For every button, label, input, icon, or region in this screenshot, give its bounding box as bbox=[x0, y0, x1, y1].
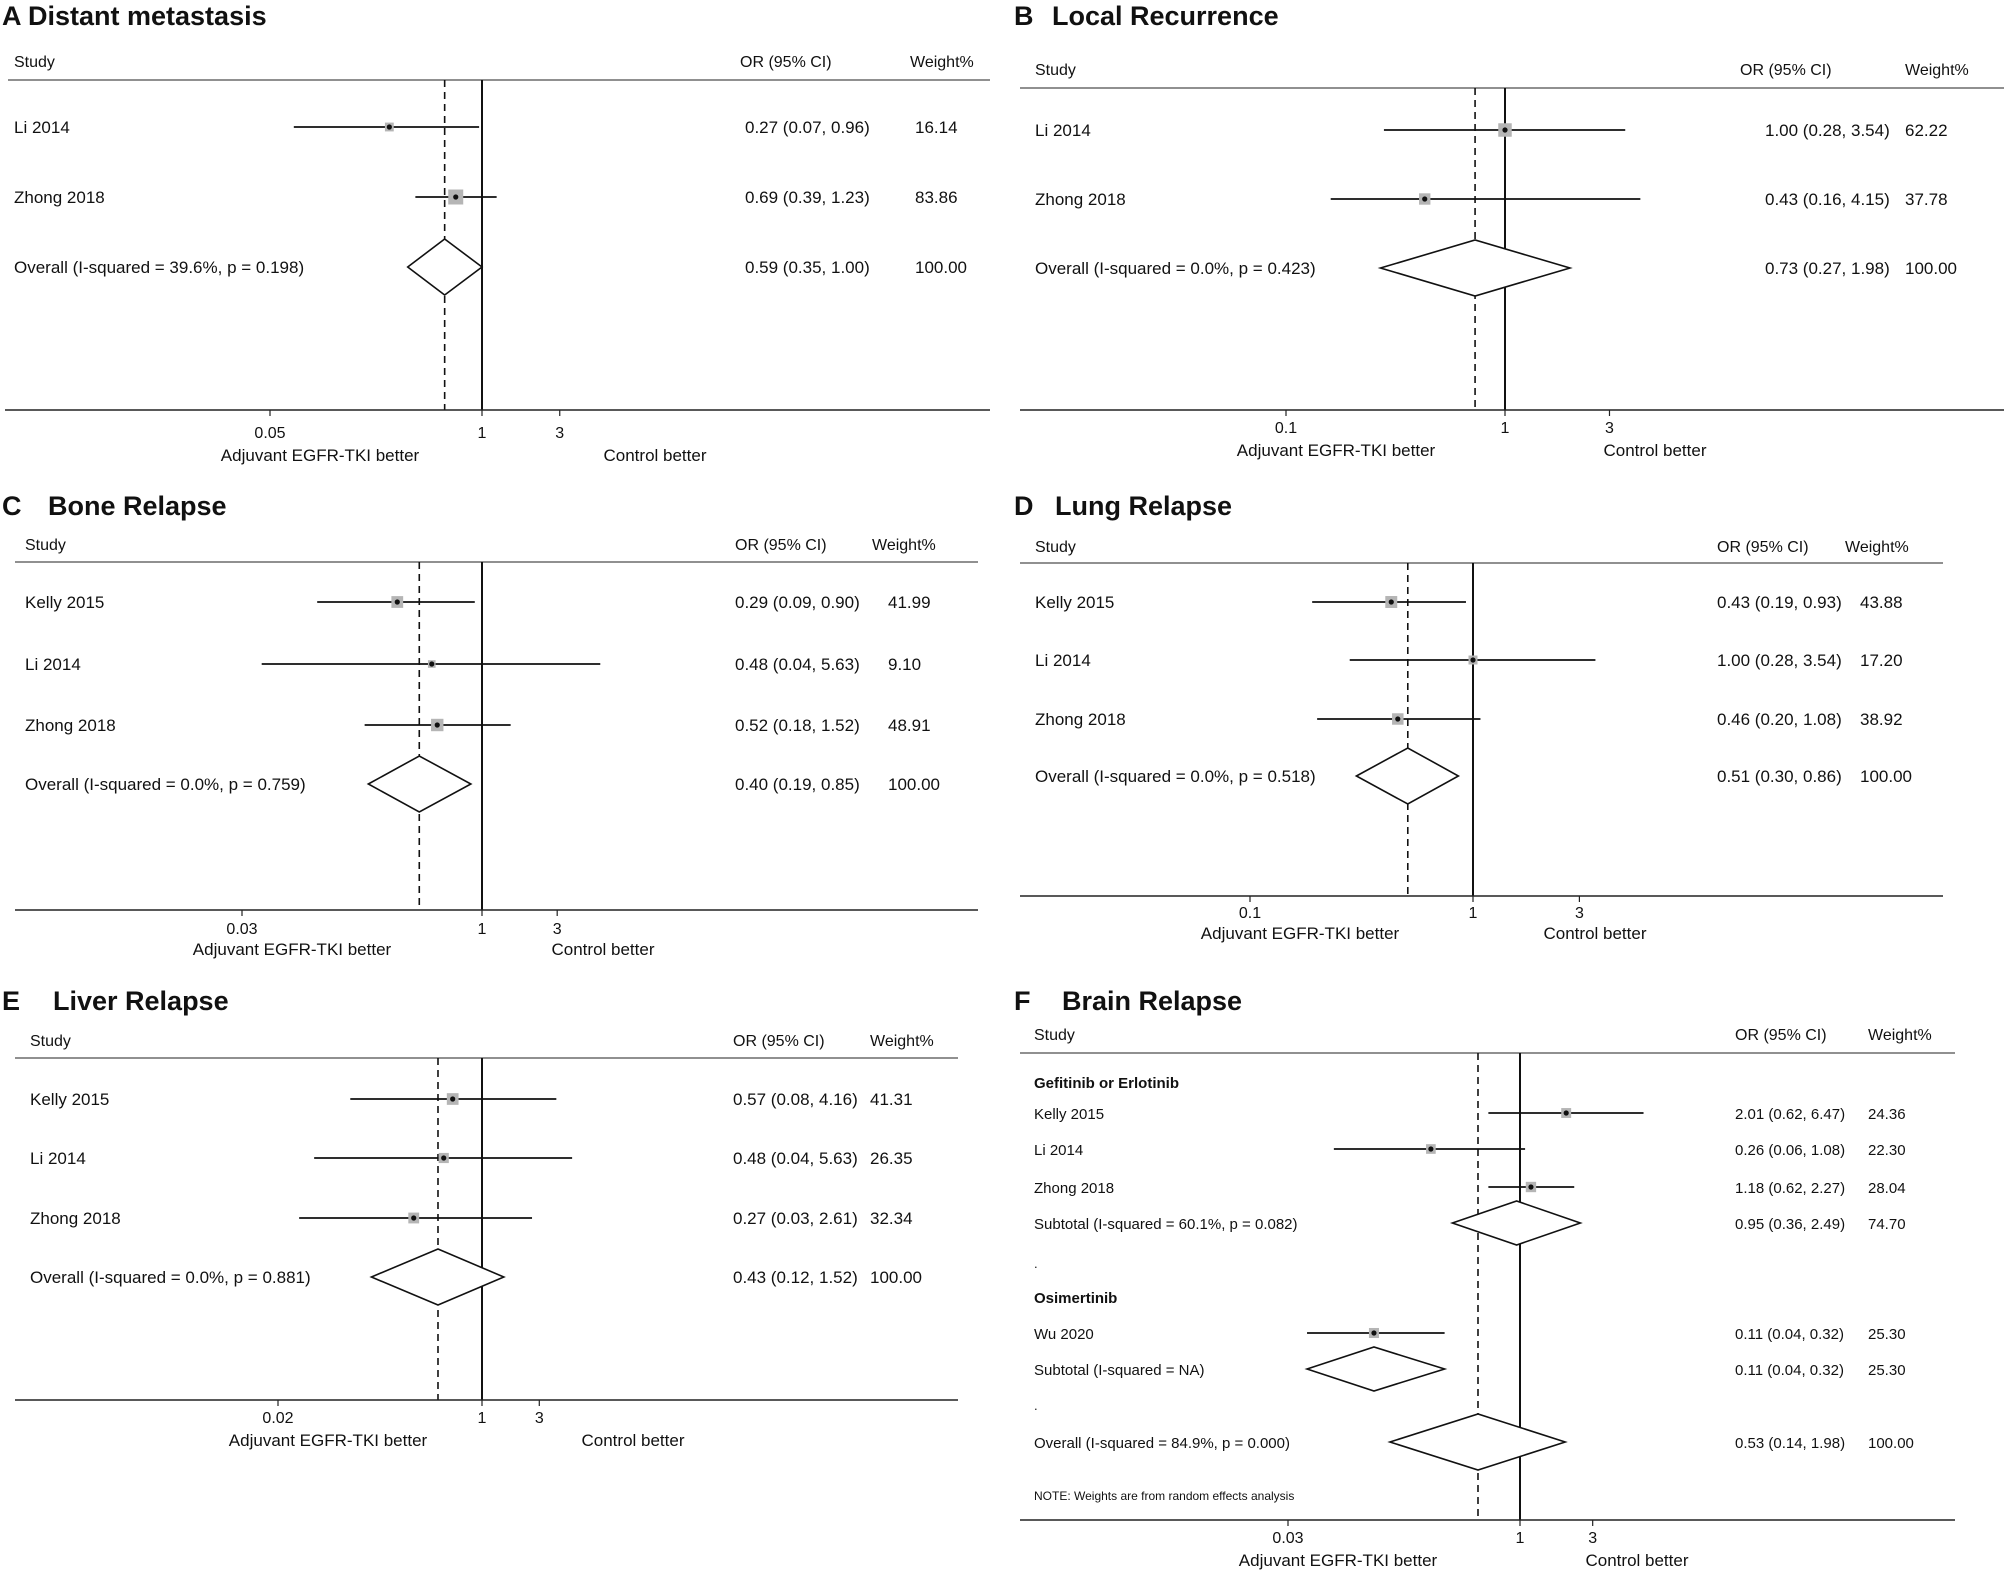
header-study: Study bbox=[30, 1033, 71, 1050]
x-label-left: Adjuvant EGFR-TKI better bbox=[1200, 924, 1400, 943]
header-or-ci: OR (95% CI) bbox=[740, 54, 832, 71]
subgroup-label: Gefitinib or Erlotinib bbox=[1034, 1075, 1179, 1092]
subtotal-label: Subtotal (I-squared = 60.1%, p = 0.082) bbox=[1034, 1216, 1298, 1233]
overall-diamond bbox=[371, 1249, 503, 1305]
x-tick-label: 1 bbox=[1515, 1530, 1525, 1547]
or-ci-value: 0.29 (0.09, 0.90) bbox=[735, 593, 860, 612]
overall-diamond bbox=[1390, 1414, 1565, 1470]
header-weight: Weight% bbox=[1905, 62, 1969, 79]
study-label: Kelly 2015 bbox=[30, 1090, 110, 1109]
point-estimate bbox=[1502, 127, 1507, 132]
or-ci-value: 1.00 (0.28, 3.54) bbox=[1717, 651, 1842, 670]
study-label: Kelly 2015 bbox=[1034, 1106, 1105, 1123]
x-label-right: Control better bbox=[1543, 924, 1647, 943]
forest-panel-c bbox=[2, 491, 978, 959]
overall-label: Overall (I-squared = 0.0%, p = 0.881) bbox=[30, 1268, 311, 1287]
header-weight: Weight% bbox=[1845, 539, 1909, 556]
overall-label: Overall (I-squared = 0.0%, p = 0.759) bbox=[25, 775, 306, 794]
x-label-right: Control better bbox=[551, 940, 655, 959]
weight-value: 32.34 bbox=[870, 1209, 913, 1228]
x-label-left: Adjuvant EGFR-TKI better bbox=[1236, 441, 1436, 460]
x-label-left: Adjuvant EGFR-TKI better bbox=[192, 940, 392, 959]
x-tick-label: 1 bbox=[1468, 905, 1478, 922]
x-label-right: Control better bbox=[603, 446, 707, 465]
header-or-ci: OR (95% CI) bbox=[1735, 1027, 1827, 1044]
point-estimate bbox=[453, 194, 458, 199]
or-ci-value: 0.11 (0.04, 0.32) bbox=[1735, 1326, 1844, 1343]
study-label: Kelly 2015 bbox=[1035, 593, 1115, 612]
point-estimate bbox=[1371, 1330, 1376, 1335]
forest-panel-e bbox=[2, 986, 958, 1450]
weight-value: 25.30 bbox=[1868, 1326, 1906, 1343]
overall-label: Overall (I-squared = 0.0%, p = 0.423) bbox=[1035, 259, 1316, 278]
or-ci-value: 0.11 (0.04, 0.32) bbox=[1735, 1362, 1844, 1379]
point-estimate bbox=[435, 722, 440, 727]
header-weight: Weight% bbox=[1868, 1027, 1932, 1044]
x-tick-label: 3 bbox=[555, 425, 565, 442]
study-label: Wu 2020 bbox=[1034, 1326, 1094, 1343]
header-study: Study bbox=[25, 537, 66, 554]
header-or-ci: OR (95% CI) bbox=[1717, 539, 1809, 556]
weight-value: 100.00 bbox=[888, 775, 940, 794]
or-ci-value: 0.43 (0.16, 4.15) bbox=[1765, 190, 1890, 209]
point-estimate bbox=[450, 1096, 455, 1101]
weight-value: 25.30 bbox=[1868, 1362, 1906, 1379]
or-ci-value: 0.27 (0.07, 0.96) bbox=[745, 118, 870, 137]
x-label-right: Control better bbox=[581, 1431, 685, 1450]
x-tick-label: 1 bbox=[1500, 420, 1510, 437]
overall-diamond bbox=[408, 239, 482, 295]
overall-label: Overall (I-squared = 84.9%, p = 0.000) bbox=[1034, 1435, 1290, 1452]
x-tick-label: 3 bbox=[1588, 1530, 1598, 1547]
footnote: NOTE: Weights are from random effects analysis bbox=[1034, 1489, 1295, 1503]
or-ci-value: 0.27 (0.03, 2.61) bbox=[733, 1209, 858, 1228]
or-ci-value: 0.43 (0.19, 0.93) bbox=[1717, 593, 1842, 612]
point-estimate bbox=[1528, 1184, 1533, 1189]
x-tick-label: 0.1 bbox=[1274, 420, 1298, 437]
header-weight: Weight% bbox=[870, 1033, 934, 1050]
spacer-dot: . bbox=[1034, 1256, 1038, 1271]
point-estimate bbox=[1422, 196, 1427, 201]
panel-title: Bone Relapse bbox=[48, 491, 227, 521]
or-ci-value: 0.48 (0.04, 5.63) bbox=[735, 655, 860, 674]
weight-value: 48.91 bbox=[888, 716, 931, 735]
weight-value: 37.78 bbox=[1905, 190, 1948, 209]
overall-label: Overall (I-squared = 39.6%, p = 0.198) bbox=[14, 258, 305, 277]
weight-value: 41.31 bbox=[870, 1090, 913, 1109]
overall-diamond bbox=[1380, 240, 1570, 296]
point-estimate bbox=[1564, 1110, 1569, 1115]
weight-value: 100.00 bbox=[1868, 1435, 1914, 1452]
x-label-left: Adjuvant EGFR-TKI better bbox=[228, 1431, 428, 1450]
weight-value: 100.00 bbox=[870, 1268, 922, 1287]
x-tick-label: 0.1 bbox=[1238, 905, 1262, 922]
x-tick-label: 3 bbox=[534, 1410, 544, 1427]
study-label: Zhong 2018 bbox=[1035, 710, 1126, 729]
panel-letter: D bbox=[1014, 491, 1034, 521]
panel-letter: A bbox=[2, 1, 22, 31]
x-tick-label: 1 bbox=[477, 1410, 487, 1427]
forest-panel-f bbox=[1014, 986, 1955, 1570]
or-ci-value: 1.00 (0.28, 3.54) bbox=[1765, 121, 1890, 140]
study-label: Li 2014 bbox=[14, 118, 70, 137]
point-estimate bbox=[1395, 716, 1400, 721]
header-weight: Weight% bbox=[910, 54, 974, 71]
x-label-right: Control better bbox=[1603, 441, 1707, 460]
weight-value: 83.86 bbox=[915, 188, 958, 207]
study-label: Zhong 2018 bbox=[1035, 190, 1126, 209]
or-ci-value: 0.57 (0.08, 4.16) bbox=[733, 1090, 858, 1109]
study-label: Kelly 2015 bbox=[25, 593, 105, 612]
forest-panel-b bbox=[1014, 1, 2004, 460]
subtotal-diamond bbox=[1452, 1201, 1580, 1245]
study-label: Li 2014 bbox=[25, 655, 81, 674]
x-tick-label: 3 bbox=[1605, 420, 1614, 437]
panel-letter: C bbox=[2, 491, 22, 521]
point-estimate bbox=[429, 661, 434, 666]
x-label-left: Adjuvant EGFR-TKI better bbox=[1238, 1551, 1438, 1570]
weight-value: 26.35 bbox=[870, 1149, 913, 1168]
overall-diamond bbox=[368, 756, 471, 812]
weight-value: 62.22 bbox=[1905, 121, 1948, 140]
study-label: Li 2014 bbox=[1034, 1142, 1084, 1159]
x-tick-label: 0.02 bbox=[262, 1410, 294, 1427]
study-label: Li 2014 bbox=[1035, 651, 1091, 670]
x-tick-label: 3 bbox=[1574, 905, 1584, 922]
or-ci-value: 0.95 (0.36, 2.49) bbox=[1735, 1216, 1846, 1233]
or-ci-value: 2.01 (0.62, 6.47) bbox=[1735, 1106, 1846, 1123]
header-or-ci: OR (95% CI) bbox=[1740, 62, 1832, 79]
overall-diamond bbox=[1356, 748, 1458, 804]
weight-value: 38.92 bbox=[1860, 710, 1903, 729]
subtotal-label: Subtotal (I-squared = NA) bbox=[1034, 1362, 1205, 1379]
weight-value: 28.04 bbox=[1868, 1180, 1906, 1197]
panel-title: Lung Relapse bbox=[1055, 491, 1233, 521]
or-ci-value: 0.48 (0.04, 5.63) bbox=[733, 1149, 858, 1168]
study-label: Li 2014 bbox=[1035, 121, 1091, 140]
or-ci-value: 1.18 (0.62, 2.27) bbox=[1735, 1180, 1846, 1197]
weight-value: 74.70 bbox=[1868, 1216, 1906, 1233]
header-weight: Weight% bbox=[872, 537, 936, 554]
or-ci-value: 0.59 (0.35, 1.00) bbox=[745, 258, 870, 277]
or-ci-value: 0.51 (0.30, 0.86) bbox=[1717, 767, 1842, 786]
or-ci-value: 0.46 (0.20, 1.08) bbox=[1717, 710, 1842, 729]
point-estimate bbox=[441, 1155, 446, 1160]
header-study: Study bbox=[1035, 539, 1076, 556]
weight-value: 9.10 bbox=[888, 655, 922, 674]
header-study: Study bbox=[1035, 62, 1076, 79]
point-estimate bbox=[1389, 599, 1394, 604]
weight-value: 24.36 bbox=[1868, 1106, 1906, 1123]
point-estimate bbox=[411, 1215, 416, 1220]
weight-value: 16.14 bbox=[915, 118, 958, 137]
subgroup-label: Osimertinib bbox=[1034, 1290, 1118, 1307]
or-ci-value: 0.40 (0.19, 0.85) bbox=[735, 775, 860, 794]
study-label: Zhong 2018 bbox=[30, 1209, 121, 1228]
weight-value: 100.00 bbox=[1905, 259, 1957, 278]
or-ci-value: 0.53 (0.14, 1.98) bbox=[1735, 1435, 1846, 1452]
x-tick-label: 0.03 bbox=[1272, 1530, 1304, 1547]
or-ci-value: 0.26 (0.06, 1.08) bbox=[1735, 1142, 1846, 1159]
subtotal-diamond bbox=[1307, 1347, 1445, 1391]
panel-title: Distant metastasis bbox=[28, 1, 267, 31]
or-ci-value: 0.52 (0.18, 1.52) bbox=[735, 716, 860, 735]
weight-value: 100.00 bbox=[915, 258, 967, 277]
panel-letter: F bbox=[1014, 986, 1031, 1016]
header-study: Study bbox=[14, 54, 55, 71]
panel-letter: E bbox=[2, 986, 21, 1016]
forest-panel-a bbox=[2, 1, 990, 465]
study-label: Zhong 2018 bbox=[1034, 1180, 1115, 1197]
header-or-ci: OR (95% CI) bbox=[735, 537, 827, 554]
or-ci-value: 0.69 (0.39, 1.23) bbox=[745, 188, 870, 207]
point-estimate bbox=[395, 599, 400, 604]
spacer-dot: . bbox=[1034, 1398, 1038, 1413]
or-ci-value: 0.43 (0.12, 1.52) bbox=[733, 1268, 858, 1287]
x-tick-label: 0.03 bbox=[226, 921, 258, 938]
x-tick-label: 1 bbox=[477, 425, 487, 442]
weight-value: 100.00 bbox=[1860, 767, 1912, 786]
or-ci-value: 0.73 (0.27, 1.98) bbox=[1765, 259, 1890, 278]
x-tick-label: 1 bbox=[477, 921, 487, 938]
point-estimate bbox=[1428, 1146, 1433, 1151]
weight-value: 22.30 bbox=[1868, 1142, 1906, 1159]
weight-value: 43.88 bbox=[1860, 593, 1903, 612]
study-label: Zhong 2018 bbox=[14, 188, 105, 207]
x-tick-label: 3 bbox=[552, 921, 562, 938]
panel-title: Local Recurrence bbox=[1052, 1, 1279, 31]
header-or-ci: OR (95% CI) bbox=[733, 1033, 825, 1050]
x-label-left: Adjuvant EGFR-TKI better bbox=[220, 446, 420, 465]
header-study: Study bbox=[1034, 1027, 1075, 1044]
point-estimate bbox=[1470, 657, 1475, 662]
x-label-right: Control better bbox=[1585, 1551, 1689, 1570]
study-label: Zhong 2018 bbox=[25, 716, 116, 735]
panel-title: Brain Relapse bbox=[1062, 986, 1243, 1016]
overall-label: Overall (I-squared = 0.0%, p = 0.518) bbox=[1035, 767, 1316, 786]
forest-panel-d bbox=[1014, 491, 1943, 943]
x-tick-label: 0.05 bbox=[254, 425, 286, 442]
panel-letter: B bbox=[1014, 1, 1034, 31]
weight-value: 41.99 bbox=[888, 593, 931, 612]
weight-value: 17.20 bbox=[1860, 651, 1903, 670]
panel-title: Liver Relapse bbox=[53, 986, 229, 1016]
study-label: Li 2014 bbox=[30, 1149, 86, 1168]
point-estimate bbox=[387, 124, 392, 129]
